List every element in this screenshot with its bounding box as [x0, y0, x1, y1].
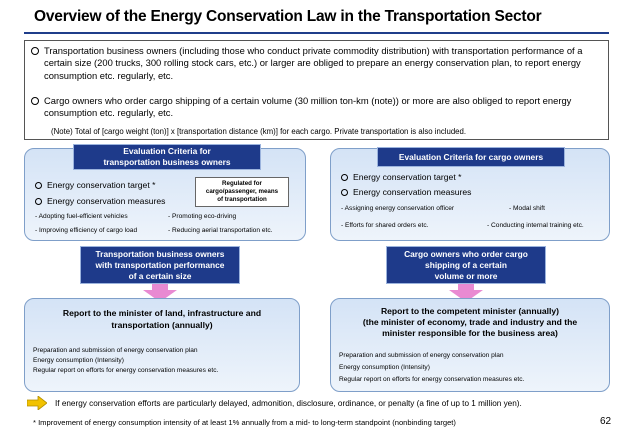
- report-line: Preparation and submission of energy conservation plan: [339, 352, 504, 359]
- report-title: (the minister of economy, trade and industry and the: [362, 317, 578, 327]
- bullet-circle-icon: [341, 174, 348, 181]
- intro-bullet-1: Transportation business owners (including those who conduct private commodity distribution) with transportation performance of a certain size (200 trucks, 300 rolling stock cars, etc.) or larger are obliged to prepare an energy conservation plan, to report energy consumption etc. regularly, etc.: [31, 45, 602, 82]
- criteria-item-target: Energy conservation target *: [341, 172, 461, 182]
- page-number: 62: [600, 416, 612, 427]
- report-line: Regular report on efforts for energy conservation measures etc.: [33, 367, 219, 374]
- right-arrow-icon: [27, 396, 47, 410]
- measure-example: - Efforts for shared orders etc.: [341, 222, 429, 229]
- report-line: Energy consumption (Intensity): [33, 357, 124, 364]
- page-title: Overview of the Energy Conservation Law in the Transportation Sector: [34, 8, 542, 25]
- improvement-note: * Improvement of energy consumption intensity of at least 1% annually from a mid- to long-term standpoint (nonbinding target): [33, 418, 456, 427]
- report-line: Regular report on efforts for energy conservation measures etc.: [339, 376, 525, 383]
- measure-example: - Adopting fuel-efficient vehicles: [35, 213, 128, 220]
- intro-bullet-2: Cargo owners who order cargo shipping of a certain volume (30 million ton-km (note)) or more are also obliged to report energy consumption etc. regularly, etc.: [31, 95, 602, 120]
- report-title: Report to the minister of land, infrastructure and: [62, 308, 262, 318]
- title-underline: [24, 32, 609, 34]
- report-title: Report to the competent minister (annually): [380, 306, 560, 316]
- bullet-circle-icon: [35, 182, 42, 189]
- measure-example: - Conducting internal training etc.: [487, 222, 584, 229]
- intro-note: (Note) Total of [cargo weight (ton)] x [transportation distance (km)] for each cargo. Private transportation is also included.: [51, 127, 467, 136]
- criteria-item-measures: Energy conservation measures: [35, 196, 165, 206]
- report-title: transportation (annually): [111, 320, 213, 330]
- bullet-circle-icon: [31, 47, 39, 55]
- bullet-circle-icon: [35, 198, 42, 205]
- measure-example: - Reducing aerial transportation etc.: [168, 227, 273, 234]
- report-panel-cargo: [330, 298, 610, 392]
- report-line: Preparation and submission of energy conservation plan: [33, 347, 198, 354]
- measure-example: - Improving efficiency of cargo load: [35, 227, 138, 234]
- bullet-circle-icon: [31, 97, 39, 105]
- criteria-panel-cargo: [330, 148, 610, 241]
- penalty-text: If energy conservation efforts are particularly delayed, admonition, disclosure, ordinance, or penalty (a fine of up to 1 million yen).: [55, 399, 522, 408]
- intro-box: [24, 40, 609, 140]
- criteria-item-measures: Energy conservation measures: [341, 187, 471, 197]
- criteria-badge-cargo: Evaluation Criteria for cargo owners: [377, 147, 565, 167]
- bullet-circle-icon: [341, 189, 348, 196]
- measure-example: - Assigning energy conservation officer: [341, 205, 455, 212]
- report-title: minister responsible for the business area): [382, 328, 558, 338]
- criteria-badge-transport: Evaluation Criteria for transportation business owners: [73, 144, 261, 170]
- criteria-panel-transport: [24, 148, 306, 241]
- regulated-note: Regulated for cargo/passenger, means of transportation: [195, 177, 289, 207]
- scope-badge-transport: Transportation business owners with transportation performance of a certain size: [80, 246, 240, 284]
- report-panel-transport: [24, 298, 300, 392]
- measure-example: - Promoting eco-driving: [168, 213, 237, 220]
- scope-badge-cargo: Cargo owners who order cargo shipping of a certain volume or more: [386, 246, 546, 284]
- measure-example: - Modal shift: [509, 205, 545, 212]
- report-line: Energy consumption (Intensity): [339, 364, 430, 371]
- criteria-item-target: Energy conservation target *: [35, 180, 155, 190]
